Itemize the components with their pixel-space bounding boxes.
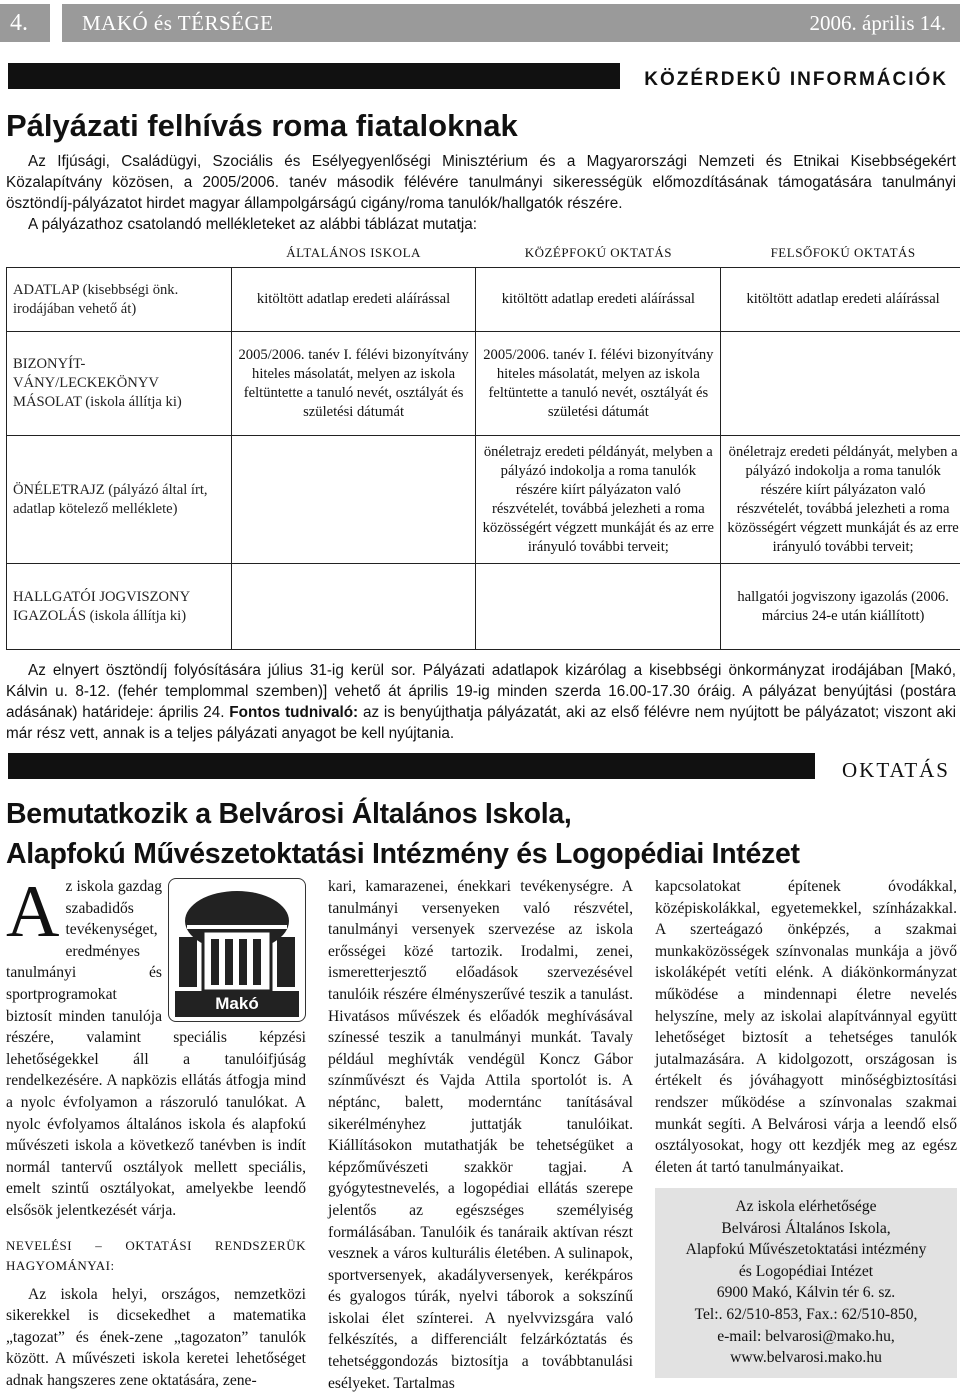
table-row bbox=[7, 332, 960, 436]
contact-box bbox=[655, 1188, 957, 1378]
row-header: ÖNÉLETRAJZ (pályázó által írt, adatlap kötelező melléklete) bbox=[7, 436, 232, 564]
table-cell bbox=[231, 436, 476, 564]
column-2: kari, kamarazenei, énekkari tevékenységre. A tanulmányi versenyeken való részvétel, tanulmányi versenyek szervezése az iskola erősségei közé tartozik. Irodalmi, zenei, ismeretterjesztő előadások szervezésével tanulóik részére élményszerűvé teszik a tanulást. Hivatásos művészek és előadók meghívásával színessé teszik a tanulmányi munkát. Tavaly például meghívták vendégül Koncz Gábor színművészt és Vajda Attila sportolót is. A néptánc, balett, moderntánc tanításával sikerélményhez juttatják tanulóikat. Kiállításokon mutathatják be tehetségüket a képzőművészeti szakkör tagjai. A gyógytestnevelés, a logopédiai ellátás szerepe jelentős az egészséges személyiség formálásában. Tanulóik és tanáraik aktívan részt vesznek a város kulturális életében. A sulinapok, sportversenyek, akadályversenyek, kerékpáros és gyalogos túrák, nyelvi táborok a sokszínű iskolai élet színterei. A nyelvvizsgára való felkészítés, a differenciált felzárkóztatás és tehetséggondozás biztosítja a továbbtanulási esélyeket. Tartalmas bbox=[328, 876, 633, 1394]
table-row bbox=[7, 268, 960, 332]
school-logo bbox=[168, 878, 306, 1022]
row-header: BIZONYÍT-VÁNY/LECKEKÖNYV MÁSOLAT (iskola állítja ki) bbox=[7, 332, 232, 436]
contact-email: e-mail: belvarosi@mako.hu, bbox=[655, 1326, 957, 1348]
publication-name: MAKÓ és TÉRSÉGE bbox=[82, 4, 273, 42]
section-label-box bbox=[815, 753, 960, 789]
intro-paragraph: Az Ifjúsági, Családügyi, Szociális és Esélyegyenlőségi Minisztérium és a Magyarországi Nemzeti és Etnikai Kisebbségekért Közalapítvány közösen, a 2005/2006. tanév második félévére tanulmányi sikerességük előmozdításának támogatására tanulmányi ösztöndíj-pályázatot hirdet magyar állampolgárságú cigány/roma tanulók/hallgatók részére. bbox=[6, 151, 956, 214]
table-cell: önéletrajz eredeti példányát, melyben a pályázó indokolja a roma tanulók részére kiírt pályázaton való részvételét, továbbá jelezheti a roma közösségért végzett munkáját és az erre irányuló további terveit; bbox=[476, 436, 721, 564]
table-row bbox=[7, 436, 960, 564]
subheading: NEVELÉSI – OKTATÁSI RENDSZERÜK HAGYOMÁNYAI: bbox=[6, 1236, 306, 1276]
row-header: HALLGATÓI JOGVISZONY IGAZOLÁS (iskola állítja ki) bbox=[7, 564, 232, 650]
table-row bbox=[7, 564, 960, 650]
table-cell bbox=[721, 332, 960, 436]
table-cell: hallgatói jogviszony igazolás (2006. március 24-e után kiállított) bbox=[721, 564, 960, 650]
article-title: Pályázati felhívás roma fiataloknak bbox=[6, 108, 518, 144]
table-cell: kitöltött adatlap eredeti aláírással bbox=[231, 268, 476, 332]
table-cell: önéletrajz eredeti példányát, melyben a pályázó indokolja a roma tanulók részére kiírt pályázaton való részvételét, továbbá jelezheti a roma közösségért végzett munkáját és az erre irányuló további terveit; bbox=[721, 436, 960, 564]
contact-line: Alapfokú Művészetoktatási intézmény bbox=[655, 1239, 957, 1261]
page-number: 4. bbox=[0, 4, 50, 42]
table-intro: A pályázathoz csatolandó mellékleteket az alábbi táblázat mutatja: bbox=[6, 214, 956, 235]
table-cell bbox=[231, 564, 476, 650]
article-title bbox=[6, 794, 800, 874]
column-header: ÁLTALÁNOS ISKOLA bbox=[231, 244, 476, 268]
issue-date: 2006. április 14. bbox=[810, 4, 947, 42]
row-header: ADATLAP (kisebbségi önk. irodájában vehető át) bbox=[7, 268, 232, 332]
col1-paragraph-2: Az iskola helyi, országos, nemzetközi sikerekkel is dicsekedhet a matematika „tagozat” és ének-zene „tagozaton” tanulók között. A művészeti iskola keretei lehetőséget adnak hangszeres zene oktatására, zene- bbox=[6, 1284, 306, 1392]
drop-cap: A bbox=[6, 882, 59, 942]
contact-line: és Logopédiai Intézet bbox=[655, 1261, 957, 1283]
contact-website: www.belvarosi.mako.hu bbox=[655, 1347, 957, 1369]
outro-text-b: az is benyújthatja pályázatát, aki az első félévre nem nyújtott be pályázatot; viszont aki már rész vett, annak is a teljes pályázati anyagot be kell nyújtania. bbox=[6, 704, 956, 742]
column-1 bbox=[6, 876, 306, 1391]
section-label-box bbox=[620, 63, 960, 101]
section-label: KÖZÉRDEKÛ INFORMÁCIÓK bbox=[644, 69, 948, 91]
outro-emphasis: Fontos tudnivaló: bbox=[229, 704, 358, 721]
contact-heading: Az iskola elérhetősége bbox=[655, 1196, 957, 1218]
table-cell: kitöltött adatlap eredeti aláírással bbox=[721, 268, 960, 332]
article-outro bbox=[6, 660, 956, 744]
column-header: FELSŐFOKÚ OKTATÁS bbox=[721, 244, 960, 268]
table-cell bbox=[476, 564, 721, 650]
column-3: kapcsolatokat építenek óvodákkal, középiskolákkal, egyetemekkel, színházakkal. A szerteágazó önképzés, a szakmai munkaközösségek színvonalas munkája a jövő iskoláképét vetíti elénk. A diákönkormányzat működése a mindennapi életre nevelés helyszíne, mely az iskolai alapítvánnyal együtt lehetőséget biztosít a tehetséges tanulók jutalmazására. A kidolgozott, országosan is értékelt és jóváhagyott minőségbiztosítási rendszer működése a színvonalas szakmai munkát segíti. A Belvárosi várja a leendő első osztályosokat, hogy ott kezdjék meg az egész életen át tartó tanulmányaikat. bbox=[655, 876, 957, 1178]
column-header: KÖZÉPFOKÚ OKTATÁS bbox=[476, 244, 721, 268]
table-cell: kitöltött adatlap eredeti aláírással bbox=[476, 268, 721, 332]
contact-address: 6900 Makó, Kálvin tér 6. sz. bbox=[655, 1282, 957, 1304]
table-header-row bbox=[7, 244, 960, 268]
table-cell: 2005/2006. tanév I. félévi bizonyítvány hiteles másolatát, melyen az iskola feltüntette a tanuló nevét, osztályát és születési dátumát bbox=[476, 332, 721, 436]
logo-text: Makó bbox=[169, 993, 305, 1015]
attachments-table bbox=[6, 244, 960, 650]
title-line-2: Alapfokú Művészetoktatási Intézmény és Logopédiai Intézet bbox=[6, 834, 800, 874]
running-header bbox=[62, 4, 960, 42]
contact-line: Belvárosi Általános Iskola, bbox=[655, 1218, 957, 1240]
col1-paragraph-1: z iskola gazdag szabadidős tevékenységet, eredményes tanulmányi és sportprogramokat biztosít minden tanulója részére, valamint speciális képzési lehetőségekkel áll a tanulóifjúság rendelkezésére. A napközis ellátás átfogja mind a nyolc évfolyamon a rászoruló tanulókat. A nyolc évfolyamos általános iskola és alapfokú művészeti iskola a következő tanévben is indít normál tantervű osztályok mellett speciális, emelt szintű osztályokat, amelyekbe leendő elsősök jelentkezését várja. bbox=[6, 878, 306, 1219]
outro-text-a: Az elnyert ösztöndíj folyósítására július 31-ig kerül sor. Pályázati adatlapok kizárólag a kisebbségi önkormányzat irodájában [Makó, Kálvin u. 8-12. (fehér templommal szemben)] vehető át április 19-ig minden szerda 16.00-17.30 óráig. A pályázat benyújtási (postára adásának) határideje: április 24. bbox=[6, 662, 956, 721]
section-label: OKTATÁS bbox=[842, 758, 950, 783]
title-line-1: Bemutatkozik a Belvárosi Általános Iskola, bbox=[6, 794, 800, 834]
table-cell: 2005/2006. tanév I. félévi bizonyítvány hiteles másolatát, melyen az iskola feltüntette a tanuló nevét, osztályát és születési dátumát bbox=[231, 332, 476, 436]
table-corner bbox=[7, 244, 232, 268]
article-intro bbox=[6, 151, 956, 235]
contact-phone: Tel:. 62/510-853, Fax.: 62/510-850, bbox=[655, 1304, 957, 1326]
